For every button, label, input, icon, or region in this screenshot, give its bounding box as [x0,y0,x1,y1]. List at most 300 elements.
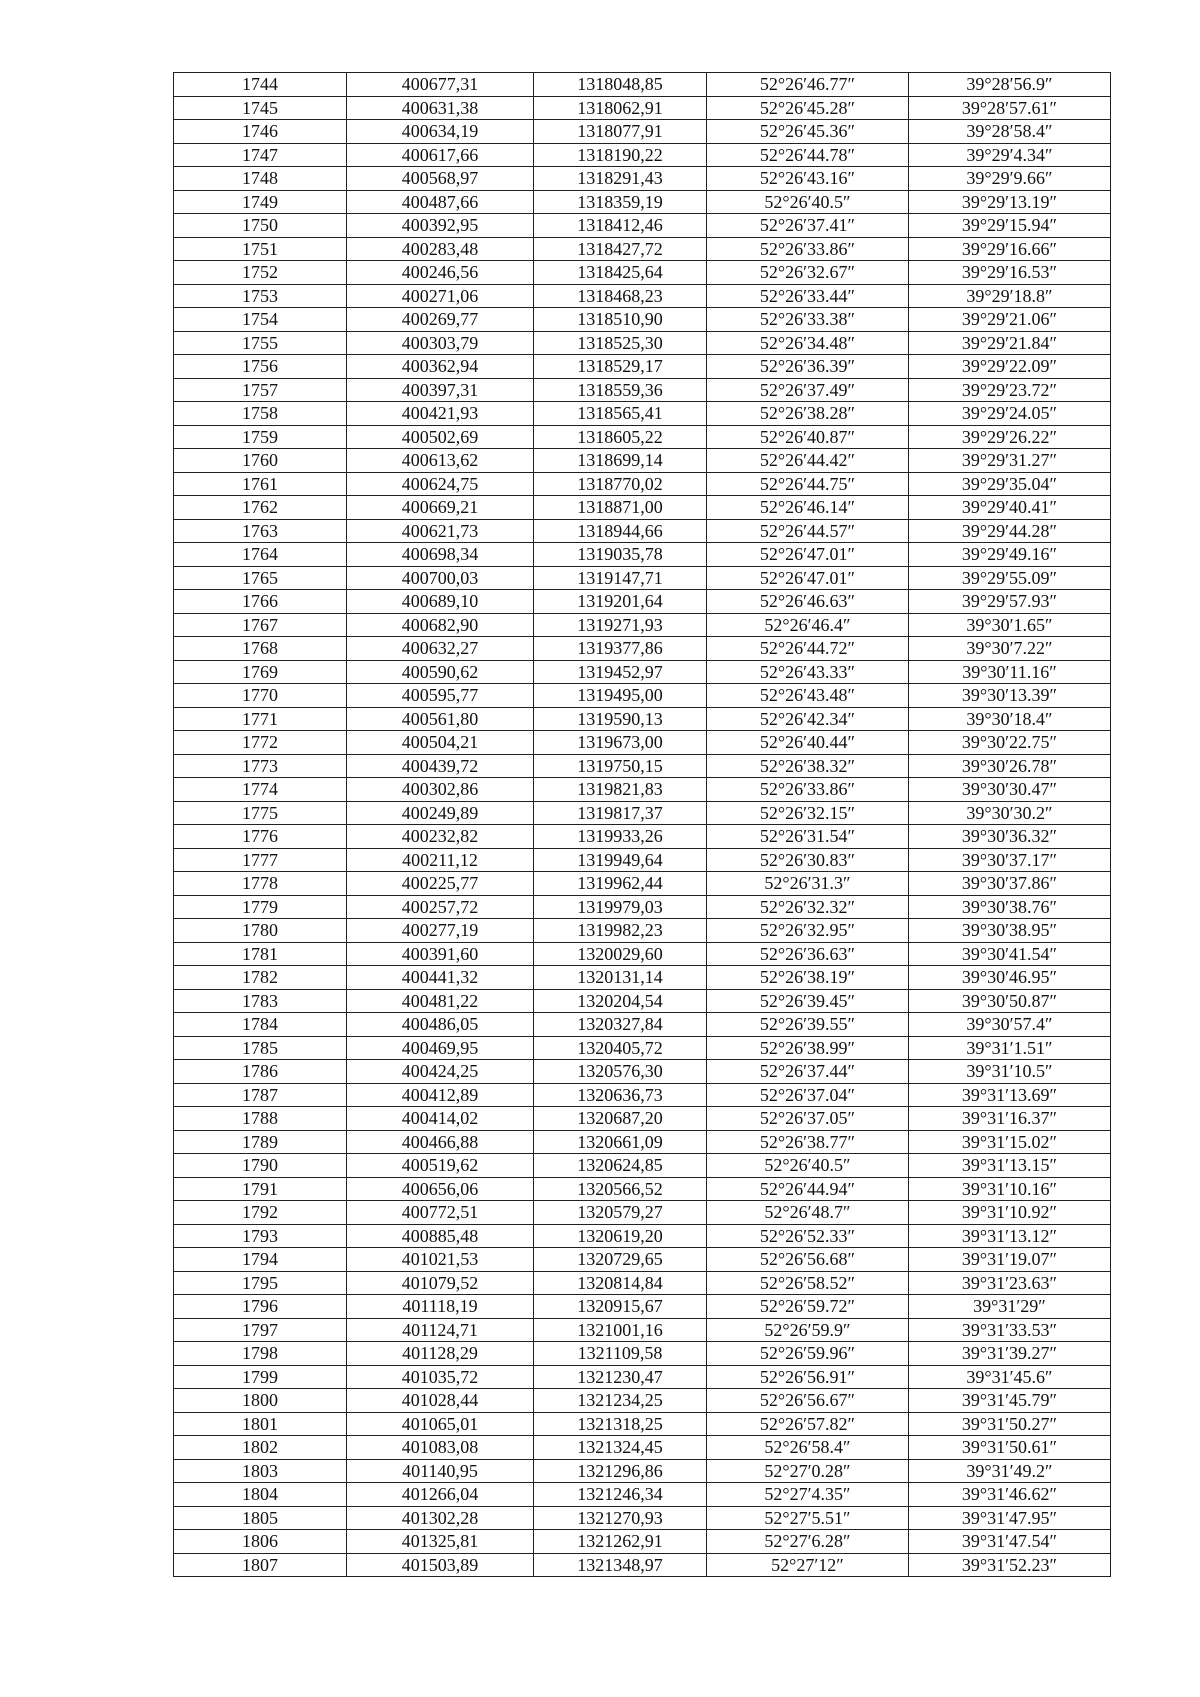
latitude-cell: 52°26′31.3″ [707,872,909,896]
y-coordinate-cell: 1320566,52 [534,1177,707,1201]
table-row [174,402,1111,426]
x-coordinate-cell: 400885,48 [347,1224,534,1248]
table-row [174,1036,1111,1060]
x-coordinate-cell: 400677,31 [347,73,534,97]
x-coordinate-cell: 400277,19 [347,919,534,943]
x-coordinate-cell: 400502,69 [347,425,534,449]
point-number-cell: 1779 [174,895,347,919]
point-number-cell: 1799 [174,1365,347,1389]
table-row [174,966,1111,990]
latitude-cell: 52°26′34.48″ [707,331,909,355]
coordinates-table-body [174,73,1111,1577]
longitude-cell: 39°30′50.87″ [909,989,1111,1013]
table-row [174,660,1111,684]
x-coordinate-cell: 400257,72 [347,895,534,919]
y-coordinate-cell: 1318510,90 [534,308,707,332]
table-row [174,1295,1111,1319]
point-number-cell: 1783 [174,989,347,1013]
longitude-cell: 39°30′26.78″ [909,754,1111,778]
latitude-cell: 52°26′36.39″ [707,355,909,379]
latitude-cell: 52°26′44.94″ [707,1177,909,1201]
point-number-cell: 1761 [174,472,347,496]
table-row [174,167,1111,191]
longitude-cell: 39°31′47.95″ [909,1506,1111,1530]
table-row [174,1224,1111,1248]
point-number-cell: 1787 [174,1083,347,1107]
y-coordinate-cell: 1321318,25 [534,1412,707,1436]
y-coordinate-cell: 1320405,72 [534,1036,707,1060]
table-row [174,214,1111,238]
point-number-cell: 1768 [174,637,347,661]
latitude-cell: 52°26′44.42″ [707,449,909,473]
point-number-cell: 1757 [174,378,347,402]
table-row [174,989,1111,1013]
point-number-cell: 1770 [174,684,347,708]
y-coordinate-cell: 1320687,20 [534,1107,707,1131]
latitude-cell: 52°26′56.67″ [707,1389,909,1413]
x-coordinate-cell: 400391,60 [347,942,534,966]
point-number-cell: 1749 [174,190,347,214]
y-coordinate-cell: 1321348,97 [534,1553,707,1577]
x-coordinate-cell: 401124,71 [347,1318,534,1342]
table-row [174,355,1111,379]
y-coordinate-cell: 1318529,17 [534,355,707,379]
x-coordinate-cell: 400772,51 [347,1201,534,1225]
y-coordinate-cell: 1320814,84 [534,1271,707,1295]
longitude-cell: 39°31′16.37″ [909,1107,1111,1131]
latitude-cell: 52°26′32.32″ [707,895,909,919]
latitude-cell: 52°27′0.28″ [707,1459,909,1483]
y-coordinate-cell: 1321262,91 [534,1530,707,1554]
y-coordinate-cell: 1318559,36 [534,378,707,402]
latitude-cell: 52°26′37.05″ [707,1107,909,1131]
x-coordinate-cell: 400487,66 [347,190,534,214]
latitude-cell: 52°26′44.78″ [707,143,909,167]
x-coordinate-cell: 400632,27 [347,637,534,661]
latitude-cell: 52°26′32.15″ [707,801,909,825]
x-coordinate-cell: 400561,80 [347,707,534,731]
latitude-cell: 52°26′36.63″ [707,942,909,966]
table-row [174,237,1111,261]
point-number-cell: 1785 [174,1036,347,1060]
longitude-cell: 39°29′9.66″ [909,167,1111,191]
y-coordinate-cell: 1321001,16 [534,1318,707,1342]
latitude-cell: 52°26′39.55″ [707,1013,909,1037]
x-coordinate-cell: 400283,48 [347,237,534,261]
table-row [174,684,1111,708]
longitude-cell: 39°30′13.39″ [909,684,1111,708]
y-coordinate-cell: 1320131,14 [534,966,707,990]
point-number-cell: 1803 [174,1459,347,1483]
table-row [174,1083,1111,1107]
point-number-cell: 1788 [174,1107,347,1131]
latitude-cell: 52°26′56.91″ [707,1365,909,1389]
table-row [174,1177,1111,1201]
latitude-cell: 52°26′47.01″ [707,543,909,567]
point-number-cell: 1759 [174,425,347,449]
table-row [174,731,1111,755]
y-coordinate-cell: 1320576,30 [534,1060,707,1084]
longitude-cell: 39°30′41.54″ [909,942,1111,966]
longitude-cell: 39°30′38.76″ [909,895,1111,919]
point-number-cell: 1754 [174,308,347,332]
latitude-cell: 52°26′40.44″ [707,731,909,755]
table-row [174,637,1111,661]
y-coordinate-cell: 1321324,45 [534,1436,707,1460]
y-coordinate-cell: 1319377,86 [534,637,707,661]
table-row [174,825,1111,849]
latitude-cell: 52°26′39.45″ [707,989,909,1013]
y-coordinate-cell: 1319673,00 [534,731,707,755]
y-coordinate-cell: 1319452,97 [534,660,707,684]
x-coordinate-cell: 400682,90 [347,613,534,637]
y-coordinate-cell: 1318048,85 [534,73,707,97]
point-number-cell: 1773 [174,754,347,778]
table-row [174,895,1111,919]
y-coordinate-cell: 1318525,30 [534,331,707,355]
latitude-cell: 52°26′58.52″ [707,1271,909,1295]
table-row [174,872,1111,896]
x-coordinate-cell: 400617,66 [347,143,534,167]
point-number-cell: 1750 [174,214,347,238]
x-coordinate-cell: 400595,77 [347,684,534,708]
y-coordinate-cell: 1318605,22 [534,425,707,449]
x-coordinate-cell: 400634,19 [347,120,534,144]
longitude-cell: 39°30′37.86″ [909,872,1111,896]
longitude-cell: 39°30′30.2″ [909,801,1111,825]
point-number-cell: 1793 [174,1224,347,1248]
x-coordinate-cell: 400568,97 [347,167,534,191]
x-coordinate-cell: 400613,62 [347,449,534,473]
point-number-cell: 1766 [174,590,347,614]
longitude-cell: 39°29′13.19″ [909,190,1111,214]
y-coordinate-cell: 1319271,93 [534,613,707,637]
longitude-cell: 39°29′21.84″ [909,331,1111,355]
point-number-cell: 1744 [174,73,347,97]
point-number-cell: 1782 [174,966,347,990]
table-row [174,942,1111,966]
y-coordinate-cell: 1318425,64 [534,261,707,285]
x-coordinate-cell: 401325,81 [347,1530,534,1554]
longitude-cell: 39°31′15.02″ [909,1130,1111,1154]
x-coordinate-cell: 400303,79 [347,331,534,355]
latitude-cell: 52°26′38.28″ [707,402,909,426]
table-row [174,778,1111,802]
point-number-cell: 1805 [174,1506,347,1530]
table-row [174,1013,1111,1037]
table-row [174,190,1111,214]
table-row [174,1318,1111,1342]
latitude-cell: 52°26′38.99″ [707,1036,909,1060]
longitude-cell: 39°28′57.61″ [909,96,1111,120]
longitude-cell: 39°30′30.47″ [909,778,1111,802]
longitude-cell: 39°30′36.32″ [909,825,1111,849]
x-coordinate-cell: 400631,38 [347,96,534,120]
longitude-cell: 39°29′16.66″ [909,237,1111,261]
x-coordinate-cell: 400700,03 [347,566,534,590]
x-coordinate-cell: 400397,31 [347,378,534,402]
x-coordinate-cell: 401118,19 [347,1295,534,1319]
x-coordinate-cell: 400232,82 [347,825,534,849]
point-number-cell: 1764 [174,543,347,567]
point-number-cell: 1748 [174,167,347,191]
latitude-cell: 52°26′32.95″ [707,919,909,943]
longitude-cell: 39°30′22.75″ [909,731,1111,755]
longitude-cell: 39°31′49.2″ [909,1459,1111,1483]
latitude-cell: 52°26′57.82″ [707,1412,909,1436]
y-coordinate-cell: 1318871,00 [534,496,707,520]
latitude-cell: 52°26′40.87″ [707,425,909,449]
latitude-cell: 52°26′45.28″ [707,96,909,120]
x-coordinate-cell: 400621,73 [347,519,534,543]
latitude-cell: 52°26′38.77″ [707,1130,909,1154]
longitude-cell: 39°29′31.27″ [909,449,1111,473]
x-coordinate-cell: 400486,05 [347,1013,534,1037]
x-coordinate-cell: 400211,12 [347,848,534,872]
table-row [174,331,1111,355]
latitude-cell: 52°26′46.4″ [707,613,909,637]
y-coordinate-cell: 1321246,34 [534,1483,707,1507]
point-number-cell: 1762 [174,496,347,520]
x-coordinate-cell: 400624,75 [347,472,534,496]
y-coordinate-cell: 1319821,83 [534,778,707,802]
x-coordinate-cell: 400519,62 [347,1154,534,1178]
table-row [174,519,1111,543]
latitude-cell: 52°26′47.01″ [707,566,909,590]
y-coordinate-cell: 1319201,64 [534,590,707,614]
table-row [174,1412,1111,1436]
longitude-cell: 39°31′1.51″ [909,1036,1111,1060]
point-number-cell: 1797 [174,1318,347,1342]
x-coordinate-cell: 400441,32 [347,966,534,990]
longitude-cell: 39°31′39.27″ [909,1342,1111,1366]
point-number-cell: 1776 [174,825,347,849]
longitude-cell: 39°30′57.4″ [909,1013,1111,1037]
y-coordinate-cell: 1319949,64 [534,848,707,872]
table-row [174,425,1111,449]
y-coordinate-cell: 1319979,03 [534,895,707,919]
point-number-cell: 1792 [174,1201,347,1225]
x-coordinate-cell: 400504,21 [347,731,534,755]
table-row [174,1271,1111,1295]
latitude-cell: 52°26′37.44″ [707,1060,909,1084]
latitude-cell: 52°26′30.83″ [707,848,909,872]
latitude-cell: 52°26′40.5″ [707,1154,909,1178]
y-coordinate-cell: 1318190,22 [534,143,707,167]
y-coordinate-cell: 1321109,58 [534,1342,707,1366]
point-number-cell: 1767 [174,613,347,637]
point-number-cell: 1774 [174,778,347,802]
longitude-cell: 39°31′10.16″ [909,1177,1111,1201]
table-row [174,143,1111,167]
longitude-cell: 39°29′55.09″ [909,566,1111,590]
latitude-cell: 52°26′40.5″ [707,190,909,214]
table-row [174,1248,1111,1272]
latitude-cell: 52°26′31.54″ [707,825,909,849]
latitude-cell: 52°27′5.51″ [707,1506,909,1530]
y-coordinate-cell: 1320636,73 [534,1083,707,1107]
longitude-cell: 39°30′37.17″ [909,848,1111,872]
table-row [174,96,1111,120]
table-row [174,1389,1111,1413]
latitude-cell: 52°26′46.63″ [707,590,909,614]
y-coordinate-cell: 1319035,78 [534,543,707,567]
y-coordinate-cell: 1319962,44 [534,872,707,896]
point-number-cell: 1760 [174,449,347,473]
longitude-cell: 39°31′13.15″ [909,1154,1111,1178]
longitude-cell: 39°29′26.22″ [909,425,1111,449]
point-number-cell: 1758 [174,402,347,426]
longitude-cell: 39°29′57.93″ [909,590,1111,614]
point-number-cell: 1745 [174,96,347,120]
longitude-cell: 39°29′16.53″ [909,261,1111,285]
y-coordinate-cell: 1318468,23 [534,284,707,308]
latitude-cell: 52°26′37.41″ [707,214,909,238]
x-coordinate-cell: 400269,77 [347,308,534,332]
y-coordinate-cell: 1319590,13 [534,707,707,731]
longitude-cell: 39°31′13.12″ [909,1224,1111,1248]
longitude-cell: 39°29′49.16″ [909,543,1111,567]
x-coordinate-cell: 400362,94 [347,355,534,379]
x-coordinate-cell: 400249,89 [347,801,534,825]
latitude-cell: 52°26′42.34″ [707,707,909,731]
longitude-cell: 39°29′21.06″ [909,308,1111,332]
latitude-cell: 52°26′33.44″ [707,284,909,308]
longitude-cell: 39°31′19.07″ [909,1248,1111,1272]
point-number-cell: 1780 [174,919,347,943]
x-coordinate-cell: 401128,29 [347,1342,534,1366]
x-coordinate-cell: 400412,89 [347,1083,534,1107]
table-row [174,496,1111,520]
x-coordinate-cell: 400414,02 [347,1107,534,1131]
point-number-cell: 1796 [174,1295,347,1319]
point-number-cell: 1753 [174,284,347,308]
point-number-cell: 1751 [174,237,347,261]
latitude-cell: 52°26′43.16″ [707,167,909,191]
table-row [174,707,1111,731]
longitude-cell: 39°28′56.9″ [909,73,1111,97]
x-coordinate-cell: 400302,86 [347,778,534,802]
x-coordinate-cell: 400271,06 [347,284,534,308]
longitude-cell: 39°31′29″ [909,1295,1111,1319]
point-number-cell: 1778 [174,872,347,896]
table-row [174,261,1111,285]
point-number-cell: 1765 [174,566,347,590]
y-coordinate-cell: 1318291,43 [534,167,707,191]
latitude-cell: 52°27′12″ [707,1553,909,1577]
x-coordinate-cell: 400466,88 [347,1130,534,1154]
longitude-cell: 39°30′7.22″ [909,637,1111,661]
latitude-cell: 52°26′58.4″ [707,1436,909,1460]
table-row [174,566,1111,590]
y-coordinate-cell: 1321230,47 [534,1365,707,1389]
latitude-cell: 52°26′33.86″ [707,778,909,802]
table-row [174,378,1111,402]
y-coordinate-cell: 1321234,25 [534,1389,707,1413]
latitude-cell: 52°26′32.67″ [707,261,909,285]
x-coordinate-cell: 400225,77 [347,872,534,896]
longitude-cell: 39°30′1.65″ [909,613,1111,637]
table-row [174,308,1111,332]
longitude-cell: 39°31′46.62″ [909,1483,1111,1507]
table-row [174,1436,1111,1460]
point-number-cell: 1794 [174,1248,347,1272]
point-number-cell: 1777 [174,848,347,872]
latitude-cell: 52°26′44.75″ [707,472,909,496]
point-number-cell: 1786 [174,1060,347,1084]
longitude-cell: 39°29′40.41″ [909,496,1111,520]
y-coordinate-cell: 1318062,91 [534,96,707,120]
point-number-cell: 1804 [174,1483,347,1507]
y-coordinate-cell: 1319817,37 [534,801,707,825]
x-coordinate-cell: 401140,95 [347,1459,534,1483]
latitude-cell: 52°26′59.96″ [707,1342,909,1366]
point-number-cell: 1747 [174,143,347,167]
y-coordinate-cell: 1319982,23 [534,919,707,943]
longitude-cell: 39°30′38.95″ [909,919,1111,943]
longitude-cell: 39°29′23.72″ [909,378,1111,402]
y-coordinate-cell: 1318565,41 [534,402,707,426]
longitude-cell: 39°31′50.27″ [909,1412,1111,1436]
y-coordinate-cell: 1320327,84 [534,1013,707,1037]
table-row [174,1130,1111,1154]
point-number-cell: 1798 [174,1342,347,1366]
y-coordinate-cell: 1321270,93 [534,1506,707,1530]
table-row [174,1553,1111,1577]
y-coordinate-cell: 1320029,60 [534,942,707,966]
x-coordinate-cell: 400439,72 [347,754,534,778]
point-number-cell: 1746 [174,120,347,144]
latitude-cell: 52°27′4.35″ [707,1483,909,1507]
longitude-cell: 39°29′18.8″ [909,284,1111,308]
table-row [174,120,1111,144]
latitude-cell: 52°26′45.36″ [707,120,909,144]
x-coordinate-cell: 401503,89 [347,1553,534,1577]
x-coordinate-cell: 400246,56 [347,261,534,285]
latitude-cell: 52°26′37.04″ [707,1083,909,1107]
y-coordinate-cell: 1319147,71 [534,566,707,590]
x-coordinate-cell: 401021,53 [347,1248,534,1272]
x-coordinate-cell: 400590,62 [347,660,534,684]
y-coordinate-cell: 1320661,09 [534,1130,707,1154]
point-number-cell: 1763 [174,519,347,543]
y-coordinate-cell: 1319495,00 [534,684,707,708]
x-coordinate-cell: 400669,21 [347,496,534,520]
latitude-cell: 52°26′43.48″ [707,684,909,708]
point-number-cell: 1789 [174,1130,347,1154]
table-row [174,1154,1111,1178]
latitude-cell: 52°26′43.33″ [707,660,909,684]
longitude-cell: 39°30′46.95″ [909,966,1111,990]
longitude-cell: 39°29′44.28″ [909,519,1111,543]
point-number-cell: 1775 [174,801,347,825]
table-row [174,754,1111,778]
table-row [174,1060,1111,1084]
point-number-cell: 1756 [174,355,347,379]
latitude-cell: 52°26′38.19″ [707,966,909,990]
point-number-cell: 1772 [174,731,347,755]
longitude-cell: 39°31′10.5″ [909,1060,1111,1084]
point-number-cell: 1807 [174,1553,347,1577]
y-coordinate-cell: 1320915,67 [534,1295,707,1319]
latitude-cell: 52°26′59.72″ [707,1295,909,1319]
x-coordinate-cell: 401065,01 [347,1412,534,1436]
longitude-cell: 39°30′11.16″ [909,660,1111,684]
point-number-cell: 1755 [174,331,347,355]
longitude-cell: 39°31′10.92″ [909,1201,1111,1225]
table-row [174,1483,1111,1507]
x-coordinate-cell: 400656,06 [347,1177,534,1201]
